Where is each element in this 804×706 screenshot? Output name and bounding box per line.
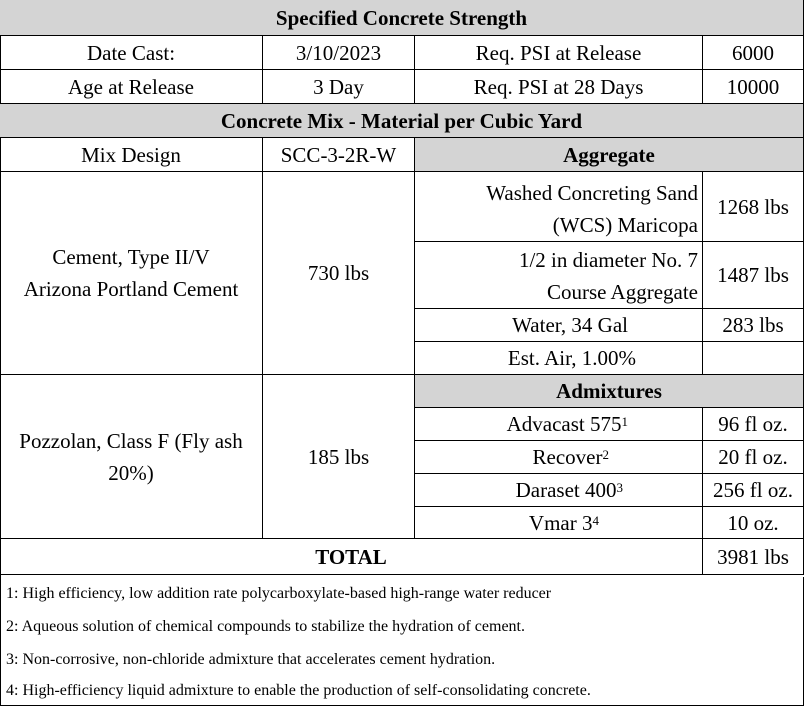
admixture-name: Advacast 575: [506, 412, 622, 436]
coarse-aggregate-label: [415, 242, 703, 309]
air-label: Est. Air, 1.00%: [415, 342, 703, 375]
pozzolan-value: 185 lbs: [263, 375, 415, 539]
footnote-3: 3: Non-corrosive, non-chloride admixture that accelerates cement hydration.: [0, 643, 804, 674]
coarse-aggregate-value: 1487 lbs: [703, 242, 804, 309]
cement-label: [0, 172, 263, 375]
cement-label-line1: Cement, Type II/V: [52, 245, 210, 269]
sand-label: [415, 172, 703, 242]
strength-header: Specified Concrete Strength: [0, 0, 804, 36]
req-psi-28-value: 10000: [703, 70, 804, 104]
req-psi-release-label: Req. PSI at Release: [415, 36, 703, 70]
admixture-value: 256 fl oz.: [703, 474, 804, 507]
admixture-label: Daraset 400 $^3$: [415, 474, 703, 507]
admixture-label: Advacast 575 $^1$: [415, 408, 703, 441]
air-value: [703, 342, 804, 375]
sand-label-line1: Washed Concreting Sand: [486, 181, 698, 205]
footnote-1: 1: High efficiency, low addition rate polycarboxylate-based high-range water reducer: [0, 577, 804, 610]
water-label: Water, 34 Gal: [415, 309, 703, 342]
total-value: 3981 lbs: [703, 539, 804, 575]
cement-value: 730 lbs: [263, 172, 415, 375]
admixture-name: Vmar 3: [528, 510, 593, 535]
req-psi-28-label: Req. PSI at 28 Days: [415, 70, 703, 104]
mix-design-label: Mix Design: [0, 138, 263, 172]
admixtures-header: Admixtures: [415, 375, 804, 408]
pozzolan-label: [0, 375, 263, 539]
admixture-name: Daraset 400: [515, 478, 617, 502]
sand-label-line2: (WCS) Maricopa: [552, 213, 698, 237]
age-at-release-label: Age at Release: [0, 70, 263, 104]
sand-value: 1268 lbs: [703, 172, 804, 242]
admixture-name: Recover: [532, 445, 603, 469]
footnote-2: 2: Aqueous solution of chemical compounds to stabilize the hydration of cement.: [0, 610, 804, 643]
aggregate-header: Aggregate: [415, 138, 804, 172]
total-label: TOTAL: [0, 539, 703, 575]
admixture-value: 20 fl oz.: [703, 441, 804, 474]
date-cast-label: Date Cast:: [0, 36, 263, 70]
cement-label-line2: Arizona Portland Cement: [23, 277, 239, 301]
admixture-label: Vmar 3 $^4$: [415, 507, 703, 539]
age-at-release-value: 3 Day: [263, 70, 415, 104]
date-cast-value: 3/10/2023: [263, 36, 415, 70]
admixture-label: Recover $^2$: [415, 441, 703, 474]
mix-header: Concrete Mix - Material per Cubic Yard: [0, 104, 804, 138]
admixture-value: 10 oz.: [703, 507, 804, 539]
req-psi-release-value: 6000: [703, 36, 804, 70]
water-value: 283 lbs: [703, 309, 804, 342]
mix-design-value: SCC-3-2R-W: [263, 138, 415, 172]
pozzolan-label-line1: Pozzolan, Class F (Fly ash: [19, 428, 243, 453]
coarse-label-line1: 1/2 in diameter No. 7: [518, 248, 698, 272]
pozzolan-label-line2: 20%): [108, 460, 154, 485]
admixture-value: 96 fl oz.: [703, 408, 804, 441]
footnote-4: 4: High-efficiency liquid admixture to enable the production of self-consolidating concrete.: [0, 674, 804, 706]
coarse-label-line2: Course Aggregate: [546, 280, 698, 304]
